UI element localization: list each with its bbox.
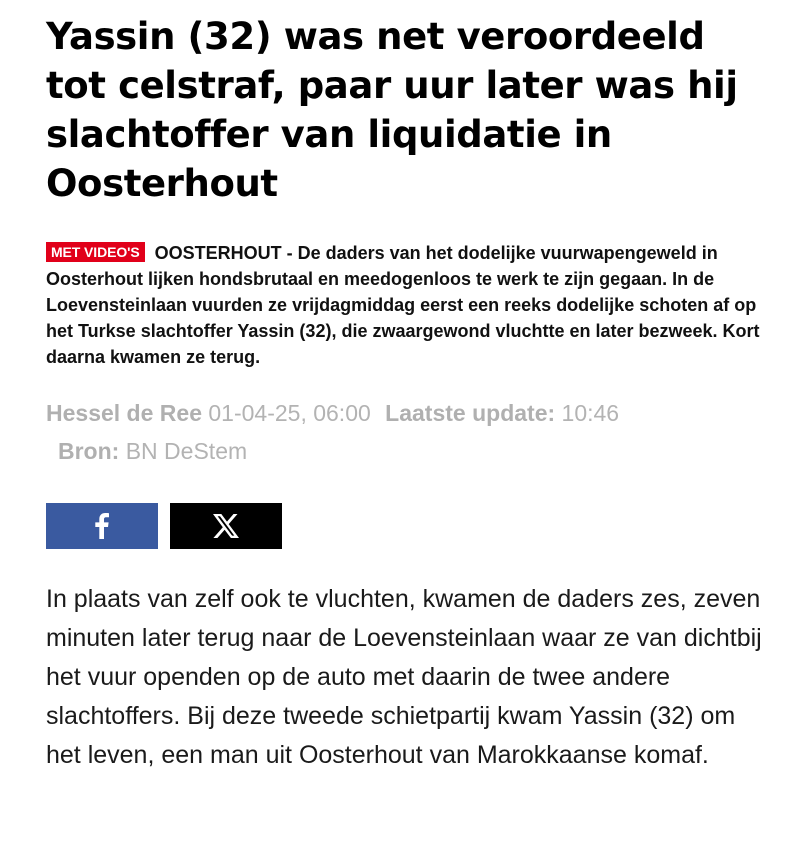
source-name: BN DeStem: [125, 438, 248, 464]
body-paragraph: In plaats van zelf ook te vluchten, kwamen de daders zes, zeven minuten later terug naar de Loevensteinlaan waar ze van dichtbij het vuur openden op de auto met daarin de twee andere slachtoffers. Bij deze tweede schietpartij kwam Yassin (32) om het leven, een man uit Oosterhout van Marokkaanse komaf.: [46, 585, 762, 769]
update-label: Laatste update:: [385, 400, 556, 426]
publish-date: 01-04-25, 06:00: [208, 400, 371, 426]
byline-row: [46, 394, 762, 432]
source-row: [46, 432, 762, 470]
headline: Yassin (32) was net veroordeeld tot celstraf, paar uur later was hij slachtoffer van liquidatie in Oosterhout: [46, 15, 738, 205]
update-time: 10:46: [561, 400, 620, 426]
facebook-icon: [95, 513, 109, 539]
facebook-share-button[interactable]: [46, 503, 158, 549]
author-name[interactable]: Hessel de Ree: [46, 400, 202, 426]
intro-text: OOSTERHOUT - De daders van het dodelijke vuurwapengeweld in Oosterhout lijken hondsbrutaal en meedogenloos te werk te zijn gegaan. In de Loevensteinlaan vuurden ze vrijdagmiddag eerst een reeks dodelijke schoten af op het Turkse slachtoffer Yassin (32), die zwaargewond vluchtte en later bezweek. Kort daarna kwamen ze terug.: [46, 243, 760, 367]
x-share-button[interactable]: [170, 503, 282, 549]
source-label: Bron:: [58, 438, 120, 464]
byline: [46, 394, 762, 470]
intro-paragraph: [46, 240, 762, 370]
x-icon: [213, 514, 239, 538]
share-bar: [46, 503, 762, 549]
video-badge[interactable]: MET VIDEO'S: [46, 242, 145, 262]
